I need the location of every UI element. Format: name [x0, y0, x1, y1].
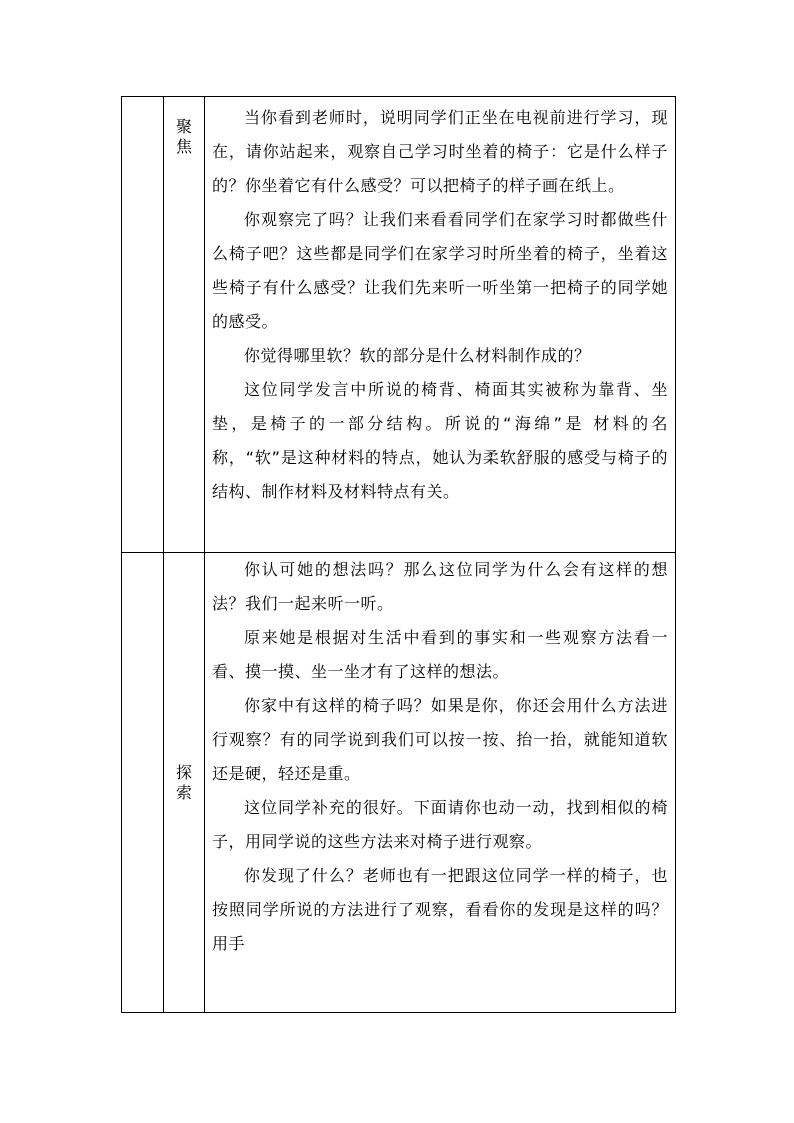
empty-cell [122, 97, 164, 553]
lesson-table [121, 96, 676, 1013]
section-label-explore: 探索 [176, 762, 193, 802]
section-label-cell [164, 97, 205, 553]
empty-cell [122, 553, 164, 1013]
section-content-cell [205, 97, 676, 553]
paragraph: 你观察完了吗？让我们来看看同学们在家学习时都做些什么椅子吧？这些都是同学们在家学习时所坐着的椅子，坐着这些椅子有什么感受？让我们先来听一听坐第一把椅子的同学她的感受。 [212, 210, 668, 331]
section-label-focus: 聚焦 [176, 117, 193, 156]
paragraph: 这位同学补充的很好。下面请你也动一动，找到相似的椅子，用同学说的这些方法来对椅子进行观察。 [212, 798, 668, 851]
paragraph: 你家中有这样的椅子吗？如果是你，你还会用什么方法进行观察？有的同学说到我们可以按一按、抬一抬，就能知道软还是硬，轻还是重。 [212, 696, 668, 783]
lesson-row-explore [122, 553, 676, 1013]
paragraph: 你觉得哪里软？软的部分是什么材料制作成的？ [244, 346, 591, 365]
paragraph: 当你看到老师时，说明同学们正坐在电视前进行学习，现在，请你站起来，观察自己学习时坐着的椅子：它是什么样子的？你坐着它有什么感受？可以把椅子的样子画在纸上。 [212, 108, 668, 195]
paragraph: 原来她是根据对生活中看到的事实和一些观察方法看一看、摸一摸、坐一坐才有了这样的想法。 [212, 628, 668, 681]
section-content-cell [205, 553, 676, 1013]
section-label-cell [164, 553, 205, 1013]
paragraph: 你认可她的想法吗？那么这位同学为什么会有这样的想法？我们一起来听一听。 [212, 560, 668, 613]
paragraph: 你发现了什么？老师也有一把跟这位同学一样的椅子，也按照同学所说的方法进行了观察，看看你的发现是这样的吗？用手 [212, 866, 668, 953]
paragraph: 这位同学发言中所说的椅背、椅面其实被称为靠背、坐垫，是椅子的一部分结构。所说的“海绵”是 材料的名称，“软”是这种材料的特点，她认为柔软舒服的感受与椅子的结构、制作材料及材料特点有关。 [212, 380, 668, 501]
lesson-row-focus [122, 97, 676, 553]
section-content-focus [205, 97, 675, 509]
section-content-explore [205, 553, 675, 961]
